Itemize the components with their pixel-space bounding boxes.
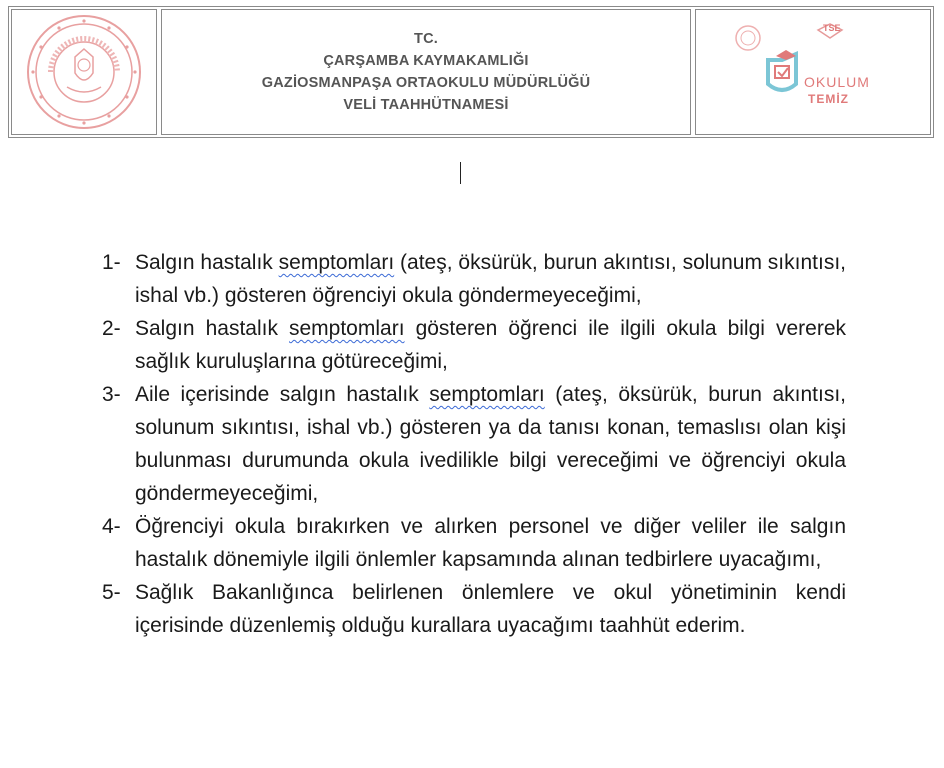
item-text xyxy=(135,510,846,576)
commitment-item xyxy=(102,312,846,378)
commitment-item xyxy=(102,510,846,576)
tse-mark: TSE xyxy=(823,23,841,33)
text-cursor xyxy=(460,162,461,184)
commitment-item xyxy=(102,378,846,510)
item-number: 4- xyxy=(102,515,121,538)
item-number: 2- xyxy=(102,317,121,340)
commitment-list xyxy=(102,246,846,642)
item-number: 3- xyxy=(102,383,121,406)
item-text-pre: Salgın hastalık xyxy=(135,251,279,274)
item-text xyxy=(135,378,846,510)
commitment-item xyxy=(102,576,846,642)
item-text-pre: Sağlık Bakanlığınca belirlenen önlemlere ve okul yönetiminin kendi içerisinde düzenlemiş olduğu kurallara uyacağımı taahhüt ederim. xyxy=(135,581,846,637)
spellcheck-word[interactable]: semptomları xyxy=(278,251,395,274)
document-title: VELİ TAAHHÜTNAMESİ xyxy=(343,97,509,113)
item-text-post: (ateş, öksürük, burun akıntısı, solunum sıkıntısı, ishal vb.) gösteren ya da tanısı konan, temaslısı olan kişi bulunması durumunda okula ivedilikle bilgi vereceğimi ve öğrenciyi okula göndermeyeceğimi, xyxy=(135,383,846,505)
item-text-post: gösteren öğrenci ile ilgili okula bilgi vererek sağlık kuruluşlarına götüreceğimi, xyxy=(135,317,846,373)
spellcheck-word[interactable]: semptomları xyxy=(429,383,545,406)
header-logo-cell xyxy=(11,9,157,135)
item-text-pre: Salgın hastalık xyxy=(135,317,289,340)
logo-word-temiz: TEMİZ xyxy=(808,92,849,106)
item-text xyxy=(135,312,846,378)
header-line-school: GAZİOSMANPAŞA ORTAOKULU MÜDÜRLÜĞÜ xyxy=(261,75,591,91)
okulum-temiz-logo-icon xyxy=(696,10,926,136)
spellcheck-word[interactable]: semptomları xyxy=(289,317,405,340)
item-number: 5- xyxy=(102,581,121,604)
item-text-pre: Öğrenciyi okula bırakırken ve alırken personel ve diğer veliler ile salgın hastalık dönemiyle ilgili önlemler kapsamında alınan tedbirlere uyacağımı, xyxy=(135,515,846,571)
header-line-kaymakamlik: ÇARŞAMBA KAYMAKAMLIĞI xyxy=(323,53,529,69)
item-text xyxy=(135,246,846,312)
logo-word-okulum: OKULUM xyxy=(804,74,870,90)
header-title-cell xyxy=(161,9,691,135)
ministry-seal-icon xyxy=(25,13,143,131)
item-text-pre: Aile içerisinde salgın hastalık xyxy=(135,383,430,406)
item-text xyxy=(135,576,846,642)
okulum-temiz-logo-cell xyxy=(695,9,931,135)
commitment-item xyxy=(102,246,846,312)
item-text-post: (ateş, öksürük, burun akıntısı, solunum sıkıntısı, ishal vb.) gösteren öğrenciyi okula göndermeyeceğimi, xyxy=(135,251,846,307)
header-table xyxy=(8,6,934,138)
item-number: 1- xyxy=(102,251,121,274)
header-line-tc: TC. xyxy=(414,31,438,47)
